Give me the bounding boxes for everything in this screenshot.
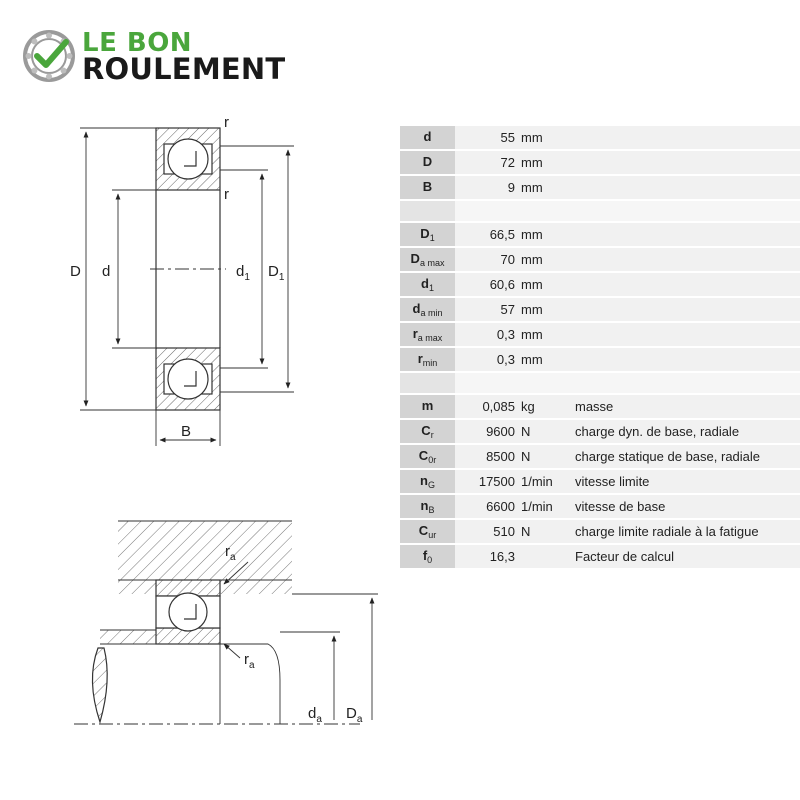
spec-symbol: $f_0$: [400, 544, 455, 569]
label-d1: $d_1$: [236, 263, 250, 283]
spec-symbol: B: [400, 175, 455, 200]
spec-row: [400, 222, 800, 247]
spec-row: [400, 247, 800, 272]
spec-row: [400, 297, 800, 322]
spec-symbol-subscript: a min: [420, 308, 443, 318]
bearing-section-view: [80, 128, 294, 446]
spec-row: [400, 347, 800, 372]
spec-number: 9600: [486, 424, 515, 439]
spec-value: [455, 272, 565, 297]
spec-row: [400, 419, 800, 444]
spec-unit: N: [521, 524, 531, 539]
spec-row: [400, 175, 800, 200]
spec-symbol: $C_r$: [400, 419, 455, 444]
spec-value: [455, 150, 565, 175]
spec-unit: mm: [521, 227, 543, 242]
spec-number: 510: [493, 524, 515, 539]
spec-number: 60,6: [489, 277, 515, 292]
spec-symbol: D: [400, 150, 455, 175]
spec-number: 9: [507, 180, 515, 195]
spec-row: [400, 494, 800, 519]
spec-row: [400, 322, 800, 347]
spec-number: 55: [500, 130, 515, 145]
spec-value: [455, 419, 565, 444]
spec-symbol: m: [400, 394, 455, 419]
spec-row: [400, 394, 800, 419]
spec-unit: mm: [521, 130, 543, 145]
spec-symbol: $n_B$: [400, 494, 455, 519]
label-r-top: r: [224, 114, 229, 131]
spec-symbol-subscript: 0: [427, 555, 433, 565]
spec-unit: mm: [521, 155, 543, 170]
label-d: d: [102, 263, 111, 280]
spec-symbol-subscript: G: [427, 480, 435, 490]
spec-value: [455, 347, 565, 372]
spec-unit: N: [521, 424, 531, 439]
spec-value: [455, 222, 565, 247]
spec-row: [400, 126, 800, 150]
spec-symbol-subscript: ur: [428, 530, 437, 540]
spec-unit: mm: [521, 252, 543, 267]
spec-number: 8500: [486, 449, 515, 464]
spec-symbol-subscript: B: [428, 505, 435, 515]
logo-line1: LE BON: [82, 28, 193, 58]
spec-row: [400, 544, 800, 569]
label-D: D: [70, 263, 81, 280]
spec-value: [455, 322, 565, 347]
spec-value: [455, 394, 565, 419]
label-ra-shaft: $r_a$: [244, 651, 255, 671]
spec-description: charge statique de base, radiale: [565, 444, 800, 469]
label-ra-housing: $r_a$: [225, 543, 236, 563]
spec-description: [565, 272, 800, 297]
spec-description: charge dyn. de base, radiale: [565, 419, 800, 444]
spec-group-separator: [400, 200, 800, 222]
spec-symbol-subscript: 1: [429, 233, 435, 243]
label-da: $d_a$: [308, 705, 322, 725]
spec-number: 16,3: [489, 549, 515, 564]
spec-symbol: $D_1$: [400, 222, 455, 247]
spec-description: [565, 322, 800, 347]
spec-number: 70: [500, 252, 515, 267]
spec-description: charge limite radiale à la fatigue: [565, 519, 800, 544]
spec-value: [455, 444, 565, 469]
spec-description: [565, 347, 800, 372]
spec-value: [455, 519, 565, 544]
spec-number: 0,085: [482, 399, 515, 414]
spec-symbol: $r_{a max}$: [400, 322, 455, 347]
label-r-inner: r: [224, 186, 229, 203]
spec-unit: 1/min: [521, 499, 553, 514]
logo-line2: ROULEMENT: [82, 52, 286, 86]
spec-description: masse: [565, 394, 800, 419]
spec-description: Facteur de calcul: [565, 544, 800, 569]
spec-unit: 1/min: [521, 474, 553, 489]
spec-description: [565, 297, 800, 322]
spec-description: [565, 175, 800, 200]
spec-symbol: $n_G$: [400, 469, 455, 494]
spec-description: [565, 150, 800, 175]
spec-symbol: d: [400, 126, 455, 150]
spec-row: [400, 150, 800, 175]
spec-table-body: [400, 126, 800, 569]
spec-unit: mm: [521, 302, 543, 317]
spec-value: [455, 126, 565, 150]
spec-unit: N: [521, 449, 531, 464]
spec-symbol-subscript: a max: [419, 258, 445, 268]
spec-description: [565, 222, 800, 247]
spec-symbol-subscript: min: [422, 358, 438, 368]
spec-number: 57: [500, 302, 515, 317]
spec-value: [455, 544, 565, 569]
label-Da: $D_a$: [346, 705, 363, 725]
spec-number: 72: [500, 155, 515, 170]
spec-symbol: $C_{0r}$: [400, 444, 455, 469]
spec-symbol-subscript: 1: [428, 283, 434, 293]
spec-symbol: $d_{a min}$: [400, 297, 455, 322]
spec-symbol-subscript: 0r: [428, 455, 437, 465]
spec-value: [455, 297, 565, 322]
label-B: B: [181, 423, 192, 440]
label-D1: $D_1$: [268, 263, 285, 283]
spec-value: [455, 494, 565, 519]
spec-table: [400, 126, 800, 570]
spec-unit: mm: [521, 180, 543, 195]
spec-description: vitesse de base: [565, 494, 800, 519]
spec-description: [565, 247, 800, 272]
spec-symbol-subscript: r: [430, 430, 434, 440]
spec-unit: [515, 549, 521, 564]
spec-unit: mm: [521, 352, 543, 367]
spec-number: 6600: [486, 499, 515, 514]
spec-row: [400, 469, 800, 494]
spec-number: 0,3: [496, 352, 515, 367]
spec-value: [455, 469, 565, 494]
spec-value: [455, 175, 565, 200]
spec-row: [400, 444, 800, 469]
spec-number: 66,5: [489, 227, 515, 242]
spec-number: 0,3: [496, 327, 515, 342]
spec-unit: kg: [521, 399, 535, 414]
spec-row: [400, 519, 800, 544]
spec-unit: mm: [521, 277, 543, 292]
spec-value: [455, 247, 565, 272]
spec-symbol: $d_1$: [400, 272, 455, 297]
spec-symbol: $C_{ur}$: [400, 519, 455, 544]
spec-number: 17500: [478, 474, 515, 489]
spec-symbol-subscript: a max: [417, 333, 443, 343]
spec-description: vitesse limite: [565, 469, 800, 494]
spec-row: [400, 272, 800, 297]
spec-unit: mm: [521, 327, 543, 342]
spec-symbol: $r_{min}$: [400, 347, 455, 372]
spec-group-separator: [400, 372, 800, 394]
spec-symbol: $D_{a max}$: [400, 247, 455, 272]
spec-description: [565, 126, 800, 150]
